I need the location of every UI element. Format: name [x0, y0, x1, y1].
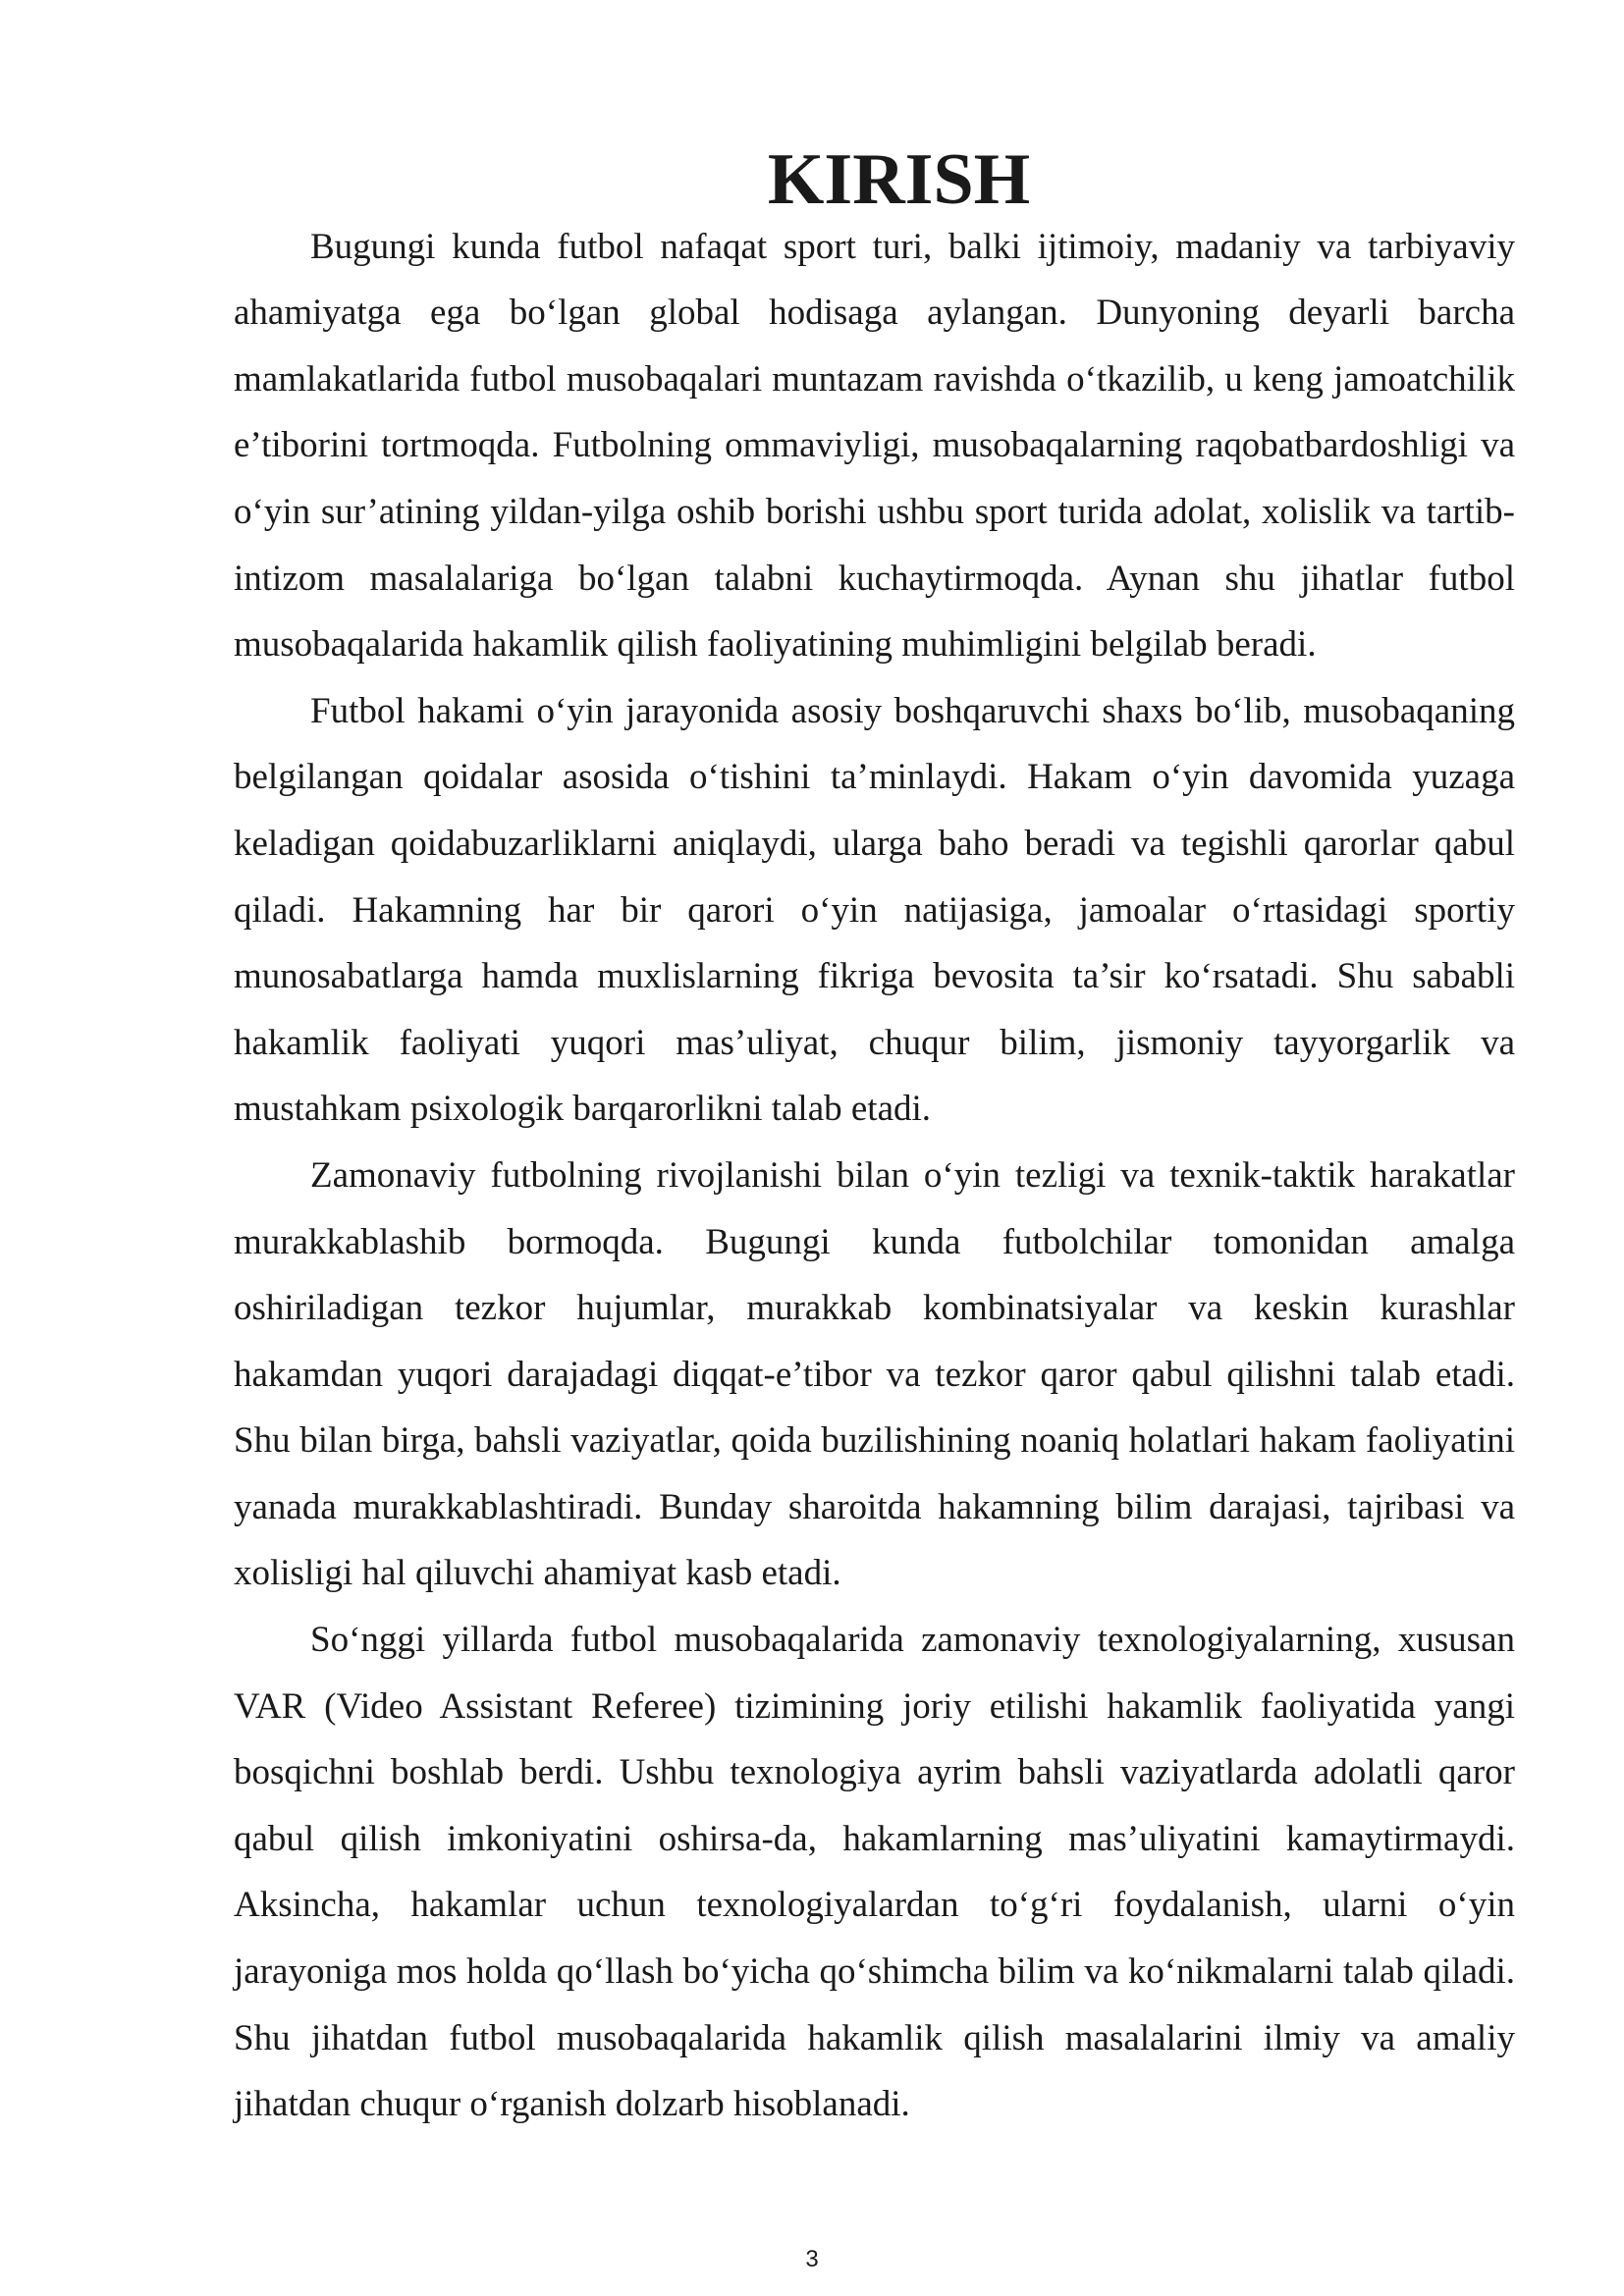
section-title: KIRISH — [767, 139, 1031, 220]
paragraph-1: Bugungi kunda futbol nafaqat sport turi, balki ijtimoiy, madaniy va tarbiyaviy ahamiyatga ega bo‘lgan global hodisaga aylangan. Dunyoning deyarli barcha mamlakatlarida futbol musobaqalari muntazam ravishda o‘tkazilib, u keng jamoatchilik e’tiborini tortmoqda. Futbolning ommaviyligi, musobaqalarning raqobatbardoshligi va o‘yin sur’atining yildan-yilga oshib borishi ushbu sport turida adolat, xolislik va tartib-intizom masalalariga bo‘lgan talabni kuchaytirmoqda. Aynan shu jihatlar futbol musobaqalarida hakamlik qilish faoliyatining muhimligini belgilab beradi. — [234, 226, 1515, 666]
paragraph-3: Zamonaviy futbolning rivojlanishi bilan o‘yin tezligi va texnik-taktik harakatlar murakkablashib bormoqda. Bugungi kunda futbolchilar tomonidan amalga oshiriladigan tezkor hujumlar, murakkab kombinatsiyalar va keskin kurashlar hakamdan yuqori darajadagi diqqat-e’tibor va tezkor qaror qabul qilishni talab etadi. Shu bilan birga, bahsli vaziyatlar, qoida buzilishining noaniq holatlari hakam faoliyatini yanada murakkablashtiradi. Bunday sharoitda hakamning bilim darajasi, tajribasi va xolisligi hal qiluvchi ahamiyat kasb etadi. — [234, 1154, 1515, 1594]
paragraph-4: So‘nggi yillarda futbol musobaqalarida zamonaviy texnologiyalarning, xususan VAR (Video Assistant Referee) tizimining joriy etilishi hakamlik faoliyatida yangi bosqichni boshlab berdi. Ushbu texnologiya ayrim bahsli vaziyatlarda adolatli qaror qabul qilish imkoniyatini oshirsa-da, hakamlarning mas’uliyatini kamaytirmaydi. Aksincha, hakamlar uchun texnologiyalardan to‘g‘ri foydalanish, ularni o‘yin jarayoniga mos holda qo‘llash bo‘yicha qo‘shimcha bilim va ko‘nikmalarni talab qiladi. Shu jihatdan futbol musobaqalarida hakamlik qilish masalalarini ilmiy va amaliy jihatdan chuqur o‘rganish dolzarb hisoblanadi. — [234, 1620, 1515, 2125]
page-number: 3 — [805, 2246, 819, 2272]
page-content — [234, 139, 1515, 2138]
paragraph-2: Futbol hakami o‘yin jarayonida asosiy boshqaruvchi shaxs bo‘lib, musobaqaning belgilangan qoidalar asosida o‘tishini ta’minlaydi. Hakam o‘yin davomida yuzaga keladigan qoidabuzarliklarni aniqlaydi, ularga baho beradi va tegishli qarorlar qabul qiladi. Hakamning har bir qarori o‘yin natijasiga, jamoalar o‘rtasidagi sportiy munosabatlarga hamda muxlislarning fikriga bevosita ta’sir ko‘rsatadi. Shu sababli hakamlik faoliyati yuqori mas’uliyat, chuqur bilim, jismoniy tayyorgarlik va mustahkam psixologik barqarorlikni talab etadi. — [234, 690, 1515, 1130]
